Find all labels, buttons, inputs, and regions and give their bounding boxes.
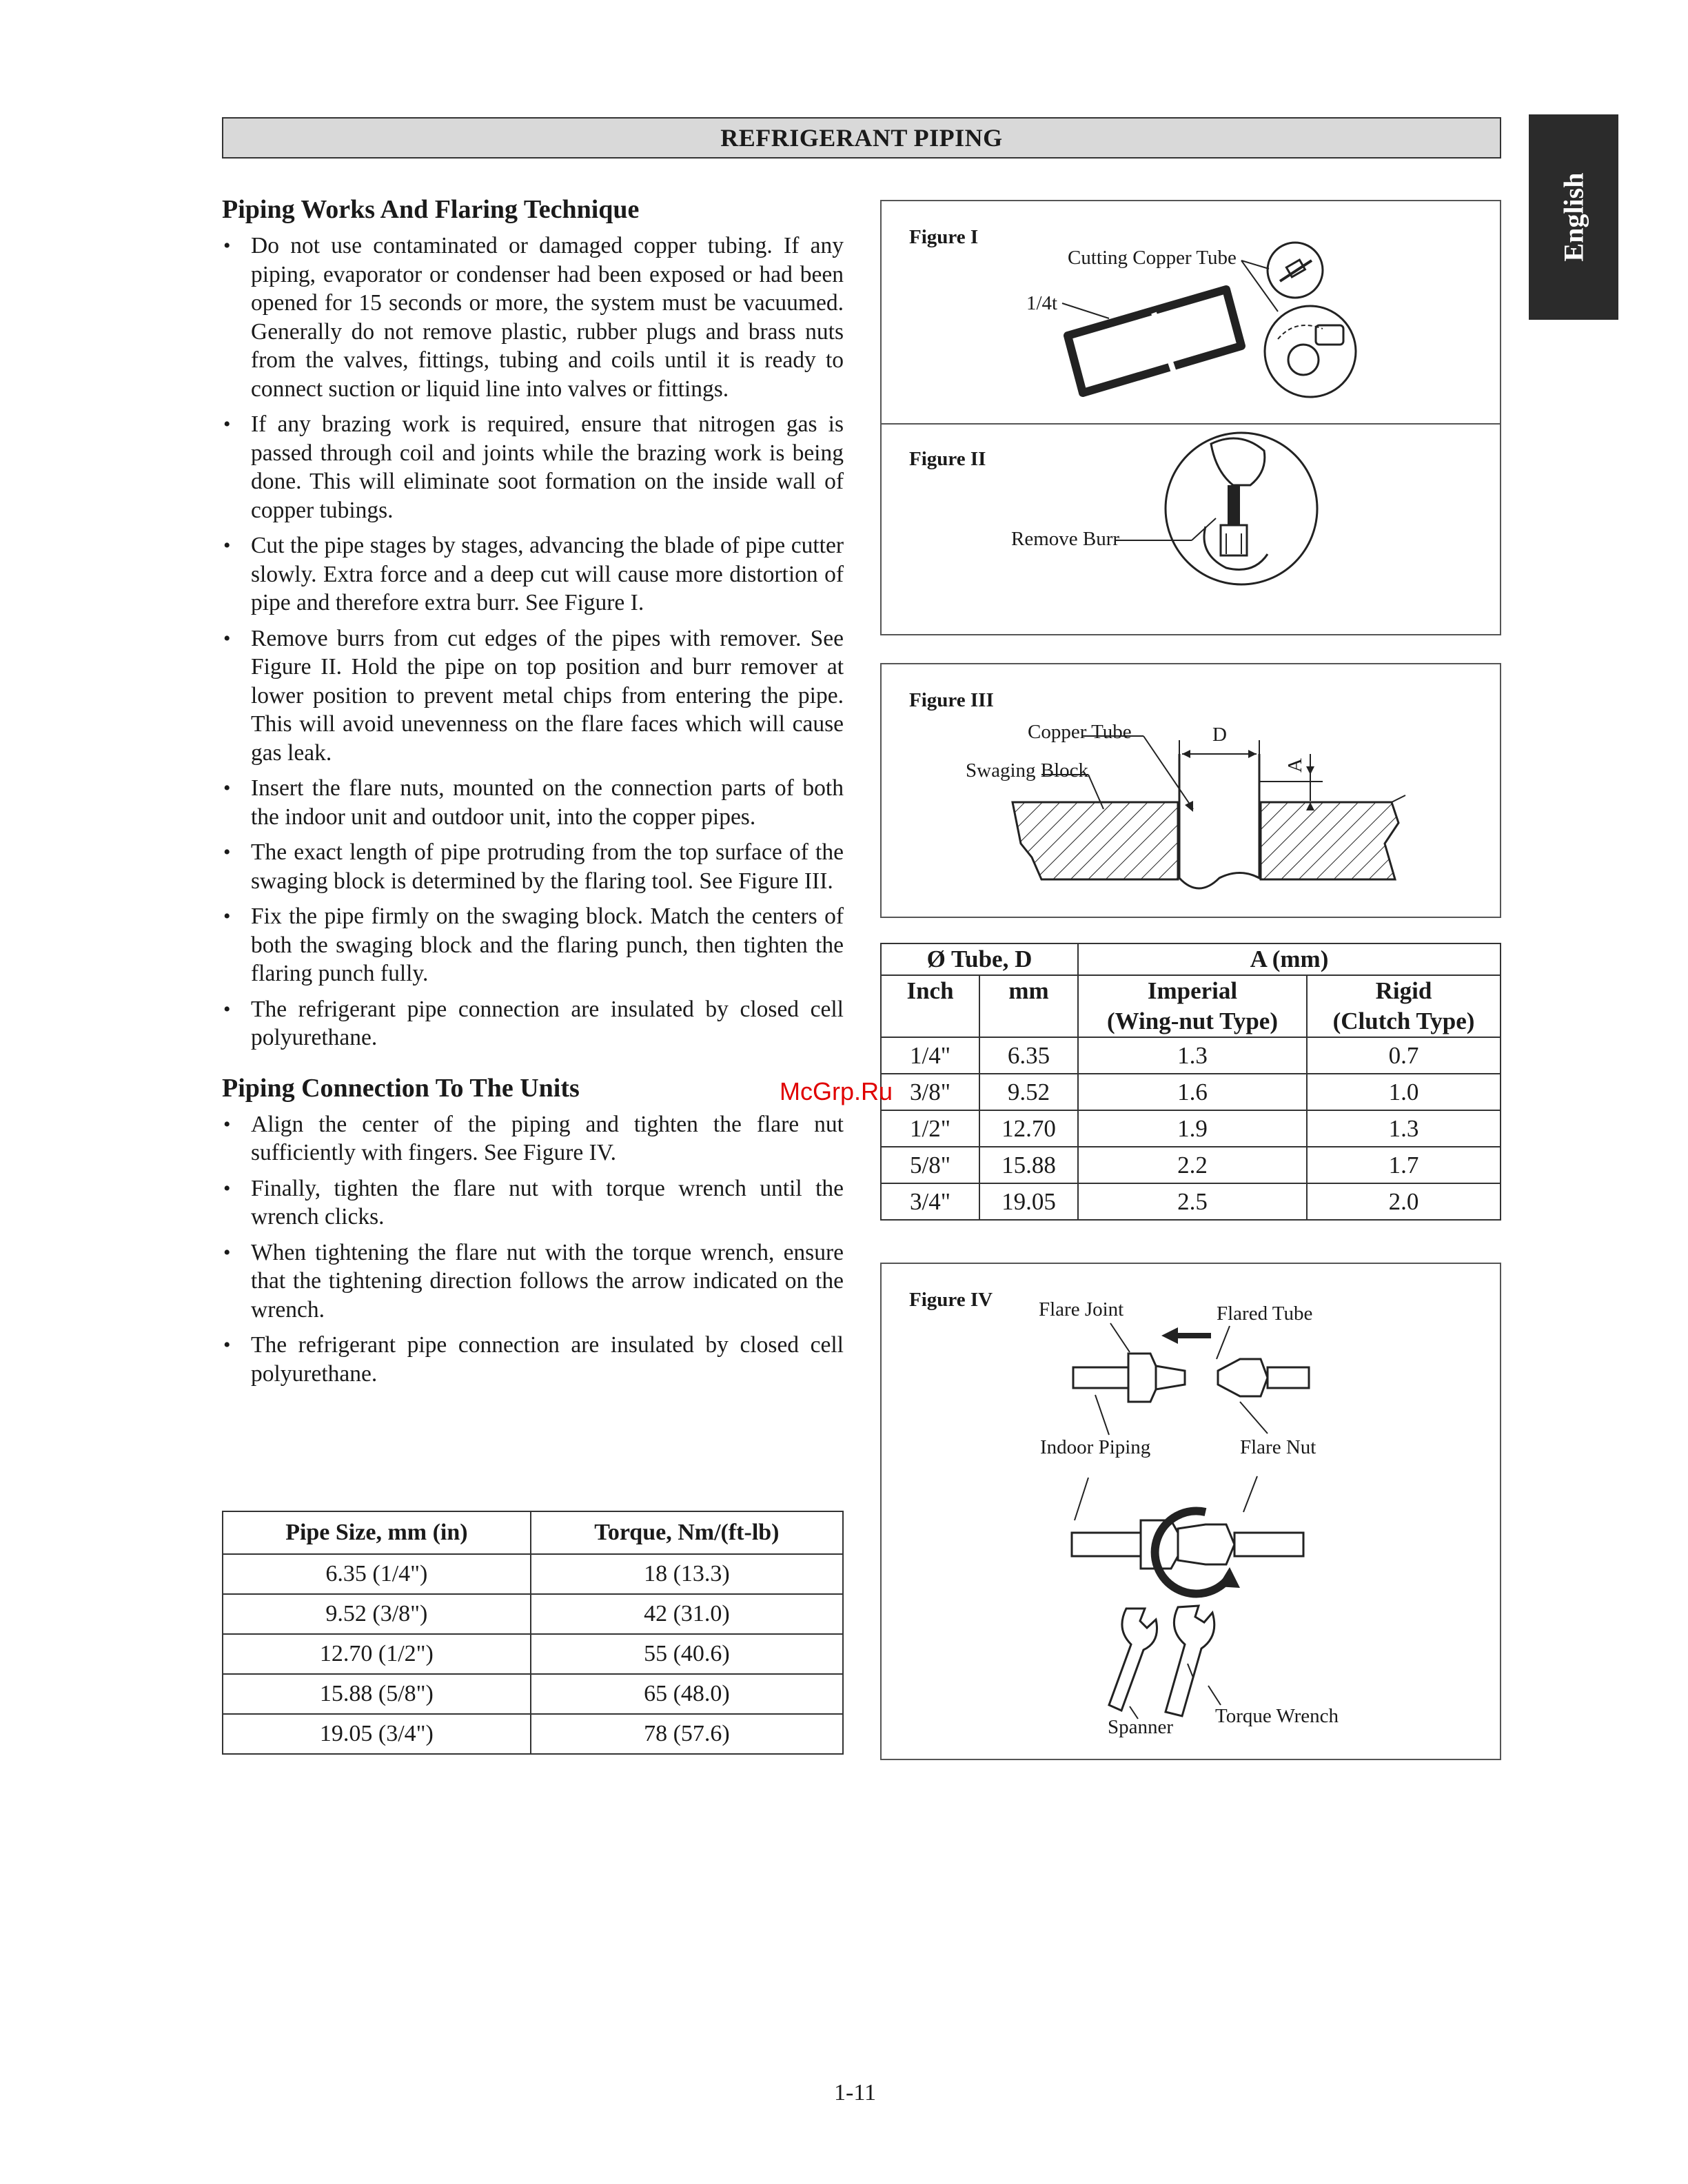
torque-wrench-label: Torque Wrench xyxy=(1215,1705,1339,1727)
table-row xyxy=(881,1074,1501,1110)
list-item: • Insert the flare nuts, mounted on the connection parts of both the indoor unit and outdoor unit, into the copper pipes. xyxy=(222,774,844,831)
column-header: A (mm) xyxy=(1078,943,1501,975)
table-cell: 65 (48.0) xyxy=(531,1674,843,1714)
table-cell: 42 (31.0) xyxy=(531,1594,843,1634)
column-header xyxy=(1307,975,1501,1037)
table-row xyxy=(881,1110,1501,1147)
list-item: • Remove burrs from cut edges of the pipes with remover. See Figure II. Hold the pipe on top position and burr remover at lower position to prevent metal chips from entering the pipe. This will avoid unevenness on the flare faces which will cause gas leak. xyxy=(222,624,844,768)
list-item: • Cut the pipe stages by stages, advancing the blade of pipe cutter slowly. Extra force and a deep cut will cause more distortion of pipe and therefore extra burr. See Figure I. xyxy=(222,531,844,618)
list-item: • Fix the pipe firmly on the swaging block. Match the centers of both the swaging block and the flaring punch, then tighten the flaring punch fully. xyxy=(222,902,844,988)
table-cell: 19.05 (3/4") xyxy=(223,1714,531,1754)
table-cell: 12.70 xyxy=(979,1110,1078,1147)
table-cell: 1.9 xyxy=(1078,1110,1307,1147)
section-title-flaring: Piping Works And Flaring Technique xyxy=(222,195,640,224)
dimension-d-label: D xyxy=(1212,724,1227,746)
table-cell: 1/2" xyxy=(881,1110,979,1147)
table-cell: 1.3 xyxy=(1307,1110,1501,1147)
list-item: • The exact length of pipe protruding from the top surface of the swaging block is determined by the flaring tool. See Figure III. xyxy=(222,838,844,895)
cutting-copper-tube-label: Cutting Copper Tube xyxy=(1068,247,1237,269)
swaging-block-label: Swaging Block xyxy=(966,759,1089,782)
list-item: • Finally, tighten the flare nut with torque wrench until the wrench clicks. xyxy=(222,1174,844,1232)
table-row xyxy=(223,1674,843,1714)
table-header-row xyxy=(223,1511,843,1554)
copper-tube-illustration xyxy=(882,201,1500,422)
table-cell: 0.7 xyxy=(1307,1037,1501,1074)
list-item: • When tightening the flare nut with the torque wrench, ensure that the tightening direction follows the arrow indicated on the wrench. xyxy=(222,1238,844,1325)
table-row xyxy=(223,1714,843,1754)
figure-4-box xyxy=(880,1263,1501,1760)
burr-removal-illustration xyxy=(882,423,1500,634)
table-row xyxy=(881,1183,1501,1220)
table-cell: 1.7 xyxy=(1307,1147,1501,1183)
list-item: • Align the center of the piping and tighten the flare nut sufficiently with fingers. See Figure IV. xyxy=(222,1110,844,1167)
column-header: Torque, Nm/(ft-lb) xyxy=(531,1511,843,1554)
flared-tube-label: Flared Tube xyxy=(1217,1303,1313,1325)
flare-connection-illustration xyxy=(882,1264,1500,1759)
table-cell: 15.88 xyxy=(979,1147,1078,1183)
table-cell: 12.70 (1/2") xyxy=(223,1634,531,1674)
connection-list xyxy=(222,1110,844,1389)
table-cell: 19.05 xyxy=(979,1183,1078,1220)
list-item: • The refrigerant pipe connection are insulated by closed cell polyurethane. xyxy=(222,1331,844,1388)
table-cell: 5/8" xyxy=(881,1147,979,1183)
table-cell: 6.35 (1/4") xyxy=(223,1554,531,1594)
language-tab-label: English xyxy=(1558,172,1589,262)
remove-burr-label: Remove Burr xyxy=(1011,528,1120,550)
table-cell: 3/8" xyxy=(881,1074,979,1110)
figure-4-label: Figure IV xyxy=(909,1289,993,1311)
table-row xyxy=(881,1147,1501,1183)
table-row xyxy=(223,1594,843,1634)
left-column xyxy=(222,194,844,1395)
table-row xyxy=(223,1634,843,1674)
page-title: REFRIGERANT PIPING xyxy=(222,117,1501,159)
figure-3-box xyxy=(880,663,1501,918)
language-tab[interactable] xyxy=(1529,114,1618,320)
table-cell: 9.52 (3/8") xyxy=(223,1594,531,1634)
column-header: mm xyxy=(979,975,1078,1037)
section-title-connection: Piping Connection To The Units xyxy=(222,1073,580,1103)
flare-joint-label: Flare Joint xyxy=(1039,1298,1124,1320)
table-cell: 1.3 xyxy=(1078,1037,1307,1074)
list-item: • The refrigerant pipe connection are insulated by closed cell polyurethane. xyxy=(222,995,844,1052)
table-cell: 2.2 xyxy=(1078,1147,1307,1183)
table-cell: 15.88 (5/8") xyxy=(223,1674,531,1714)
imperial-header-line1: Imperial xyxy=(1147,977,1238,1004)
table-cell: 3/4" xyxy=(881,1183,979,1220)
table-cell: 1.6 xyxy=(1078,1074,1307,1110)
flaring-list xyxy=(222,232,844,1052)
indoor-piping-label: Indoor Piping xyxy=(1040,1436,1151,1458)
thickness-label: 1/4t xyxy=(1026,292,1058,314)
page-number: 1-11 xyxy=(834,2080,877,2105)
copper-tube-label: Copper Tube xyxy=(1028,721,1132,743)
table-cell: 55 (40.6) xyxy=(531,1634,843,1674)
dimension-a-label: A xyxy=(1283,758,1306,773)
rigid-header-line2: (Clutch Type) xyxy=(1332,1008,1475,1034)
torque-table xyxy=(222,1511,844,1755)
figure-2-label: Figure II xyxy=(909,448,986,470)
column-header xyxy=(1078,975,1307,1037)
list-item: • If any brazing work is required, ensure that nitrogen gas is passed through coil and joints while the brazing work is being done. This will eliminate soot formation on the inside wall of copper tubings. xyxy=(222,410,844,524)
table-cell: 9.52 xyxy=(979,1074,1078,1110)
column-header: Ø Tube, D xyxy=(881,943,1078,975)
spanner-label: Spanner xyxy=(1108,1716,1174,1738)
rigid-header-line1: Rigid xyxy=(1375,977,1432,1004)
imperial-header-line2: (Wing-nut Type) xyxy=(1107,1008,1278,1034)
table-cell: 18 (13.3) xyxy=(531,1554,843,1594)
table-cell: 1.0 xyxy=(1307,1074,1501,1110)
list-item: • Do not use contaminated or damaged copper tubing. If any piping, evaporator or condenser had been exposed or had been opened for 15 seconds or more, the system must be vacuumed. Generally do not remove plastic, rubber plugs and brass nuts from the valves, fittings, tubing and coils until it is ready to connect suction or liquid line into valves or fittings. xyxy=(222,232,844,403)
table-cell: 1/4" xyxy=(881,1037,979,1074)
flare-nut-label: Flare Nut xyxy=(1240,1436,1316,1458)
table-header-row xyxy=(881,943,1501,975)
table-cell: 78 (57.6) xyxy=(531,1714,843,1754)
table-cell: 2.0 xyxy=(1307,1183,1501,1220)
swaging-block-illustration xyxy=(882,664,1500,917)
figure-1-2-box xyxy=(880,200,1501,635)
table-header-row xyxy=(881,975,1501,1037)
table-cell: 2.5 xyxy=(1078,1183,1307,1220)
column-header: Pipe Size, mm (in) xyxy=(223,1511,531,1554)
column-header: Inch xyxy=(881,975,979,1037)
table-row xyxy=(223,1554,843,1594)
watermark: McGrp.Ru xyxy=(780,1077,893,1105)
table-cell: 6.35 xyxy=(979,1037,1078,1074)
figure-3-label: Figure III xyxy=(909,689,994,711)
table-row xyxy=(881,1037,1501,1074)
flare-dimension-table xyxy=(880,943,1501,1221)
figure-1-label: Figure I xyxy=(909,226,979,248)
